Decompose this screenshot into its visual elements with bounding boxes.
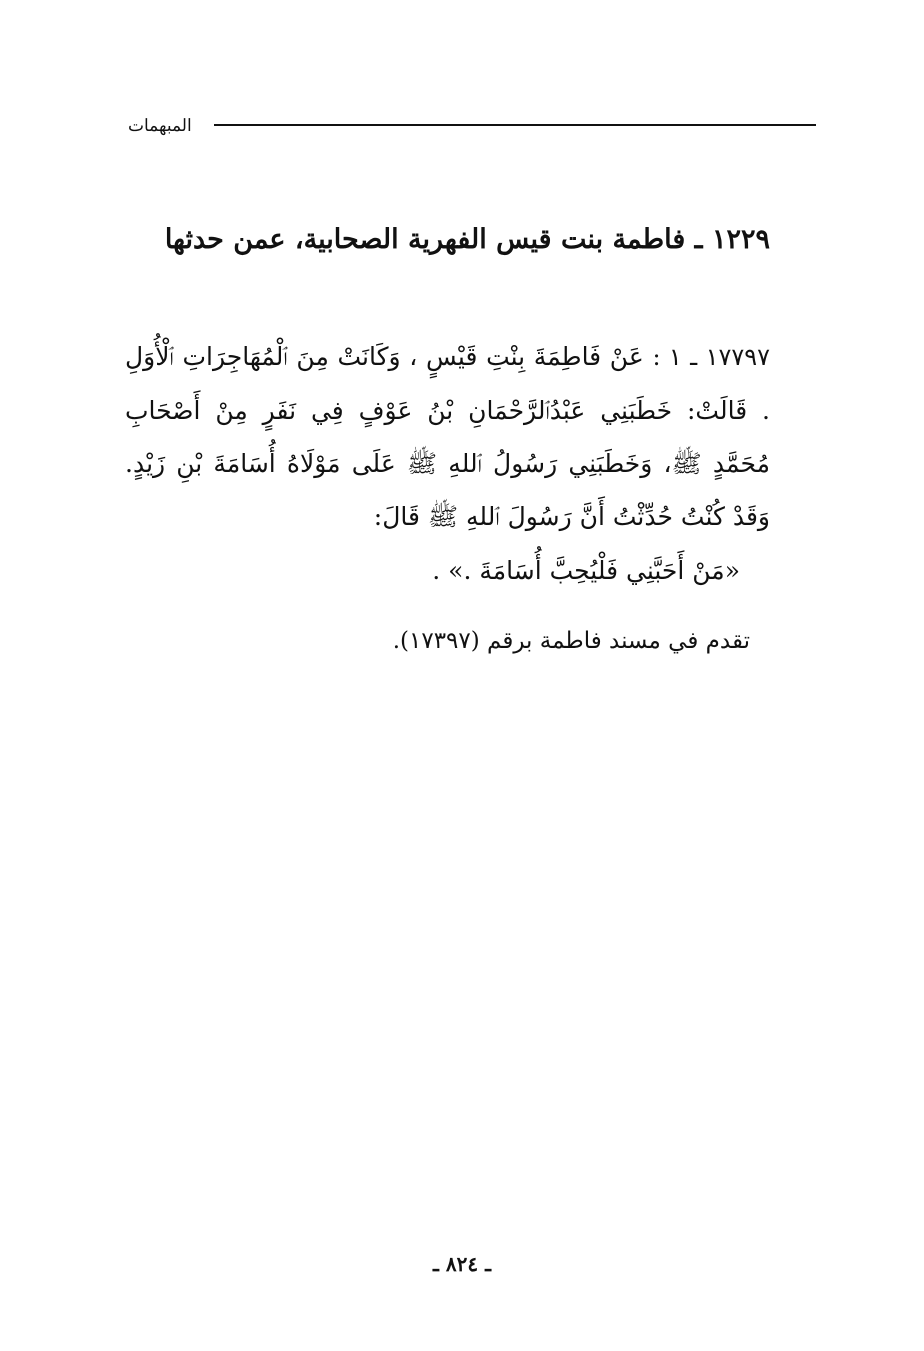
section-title: المبهمات [128,116,192,136]
hadith-text: عَنْ فَاطِمَةَ بِنْتِ قَيْسٍ ، وَكَانَتْ مِنَ ٱلْمُهَاجِرَاتِ ٱلْأُوَلِ . قَالَتْ: خَطَبَنِي عَبْدُٱلرَّحْمَانِ بْنُ عَوْفٍ فِي نَفَرٍ مِنْ أَصْحَابِ مُحَمَّدٍ ﷺ، وَخَطَبَنِي رَسُولُ ٱللهِ ﷺ عَلَى مَوْلَاهُ أُسَامَةَ بْنِ زَيْدٍ. وَقَدْ كُنْتُ حُدِّثْتُ أَنَّ رَسُولَ ٱللهِ ﷺ قَالَ: [125,342,770,531]
running-header [128,112,816,142]
hadith-number: ١٧٧٩٧ ـ ١ : [652,343,771,371]
hadith-body [125,330,770,543]
page-number: ـ ٨٢٤ ـ [433,1252,491,1276]
chapter-heading: ١٢٢٩ ـ فاطمة بنت قيس الفهرية الصحابية، عمن حدثها [164,224,770,255]
header-rule [214,124,816,126]
cross-reference: تقدم في مسند فاطمة برقم (١٧٣٩٧). [392,628,750,654]
hadith-quote: «مَنْ أَحَبَّنِي فَلْيُحِبَّ أُسَامَةَ .» . [432,556,740,585]
